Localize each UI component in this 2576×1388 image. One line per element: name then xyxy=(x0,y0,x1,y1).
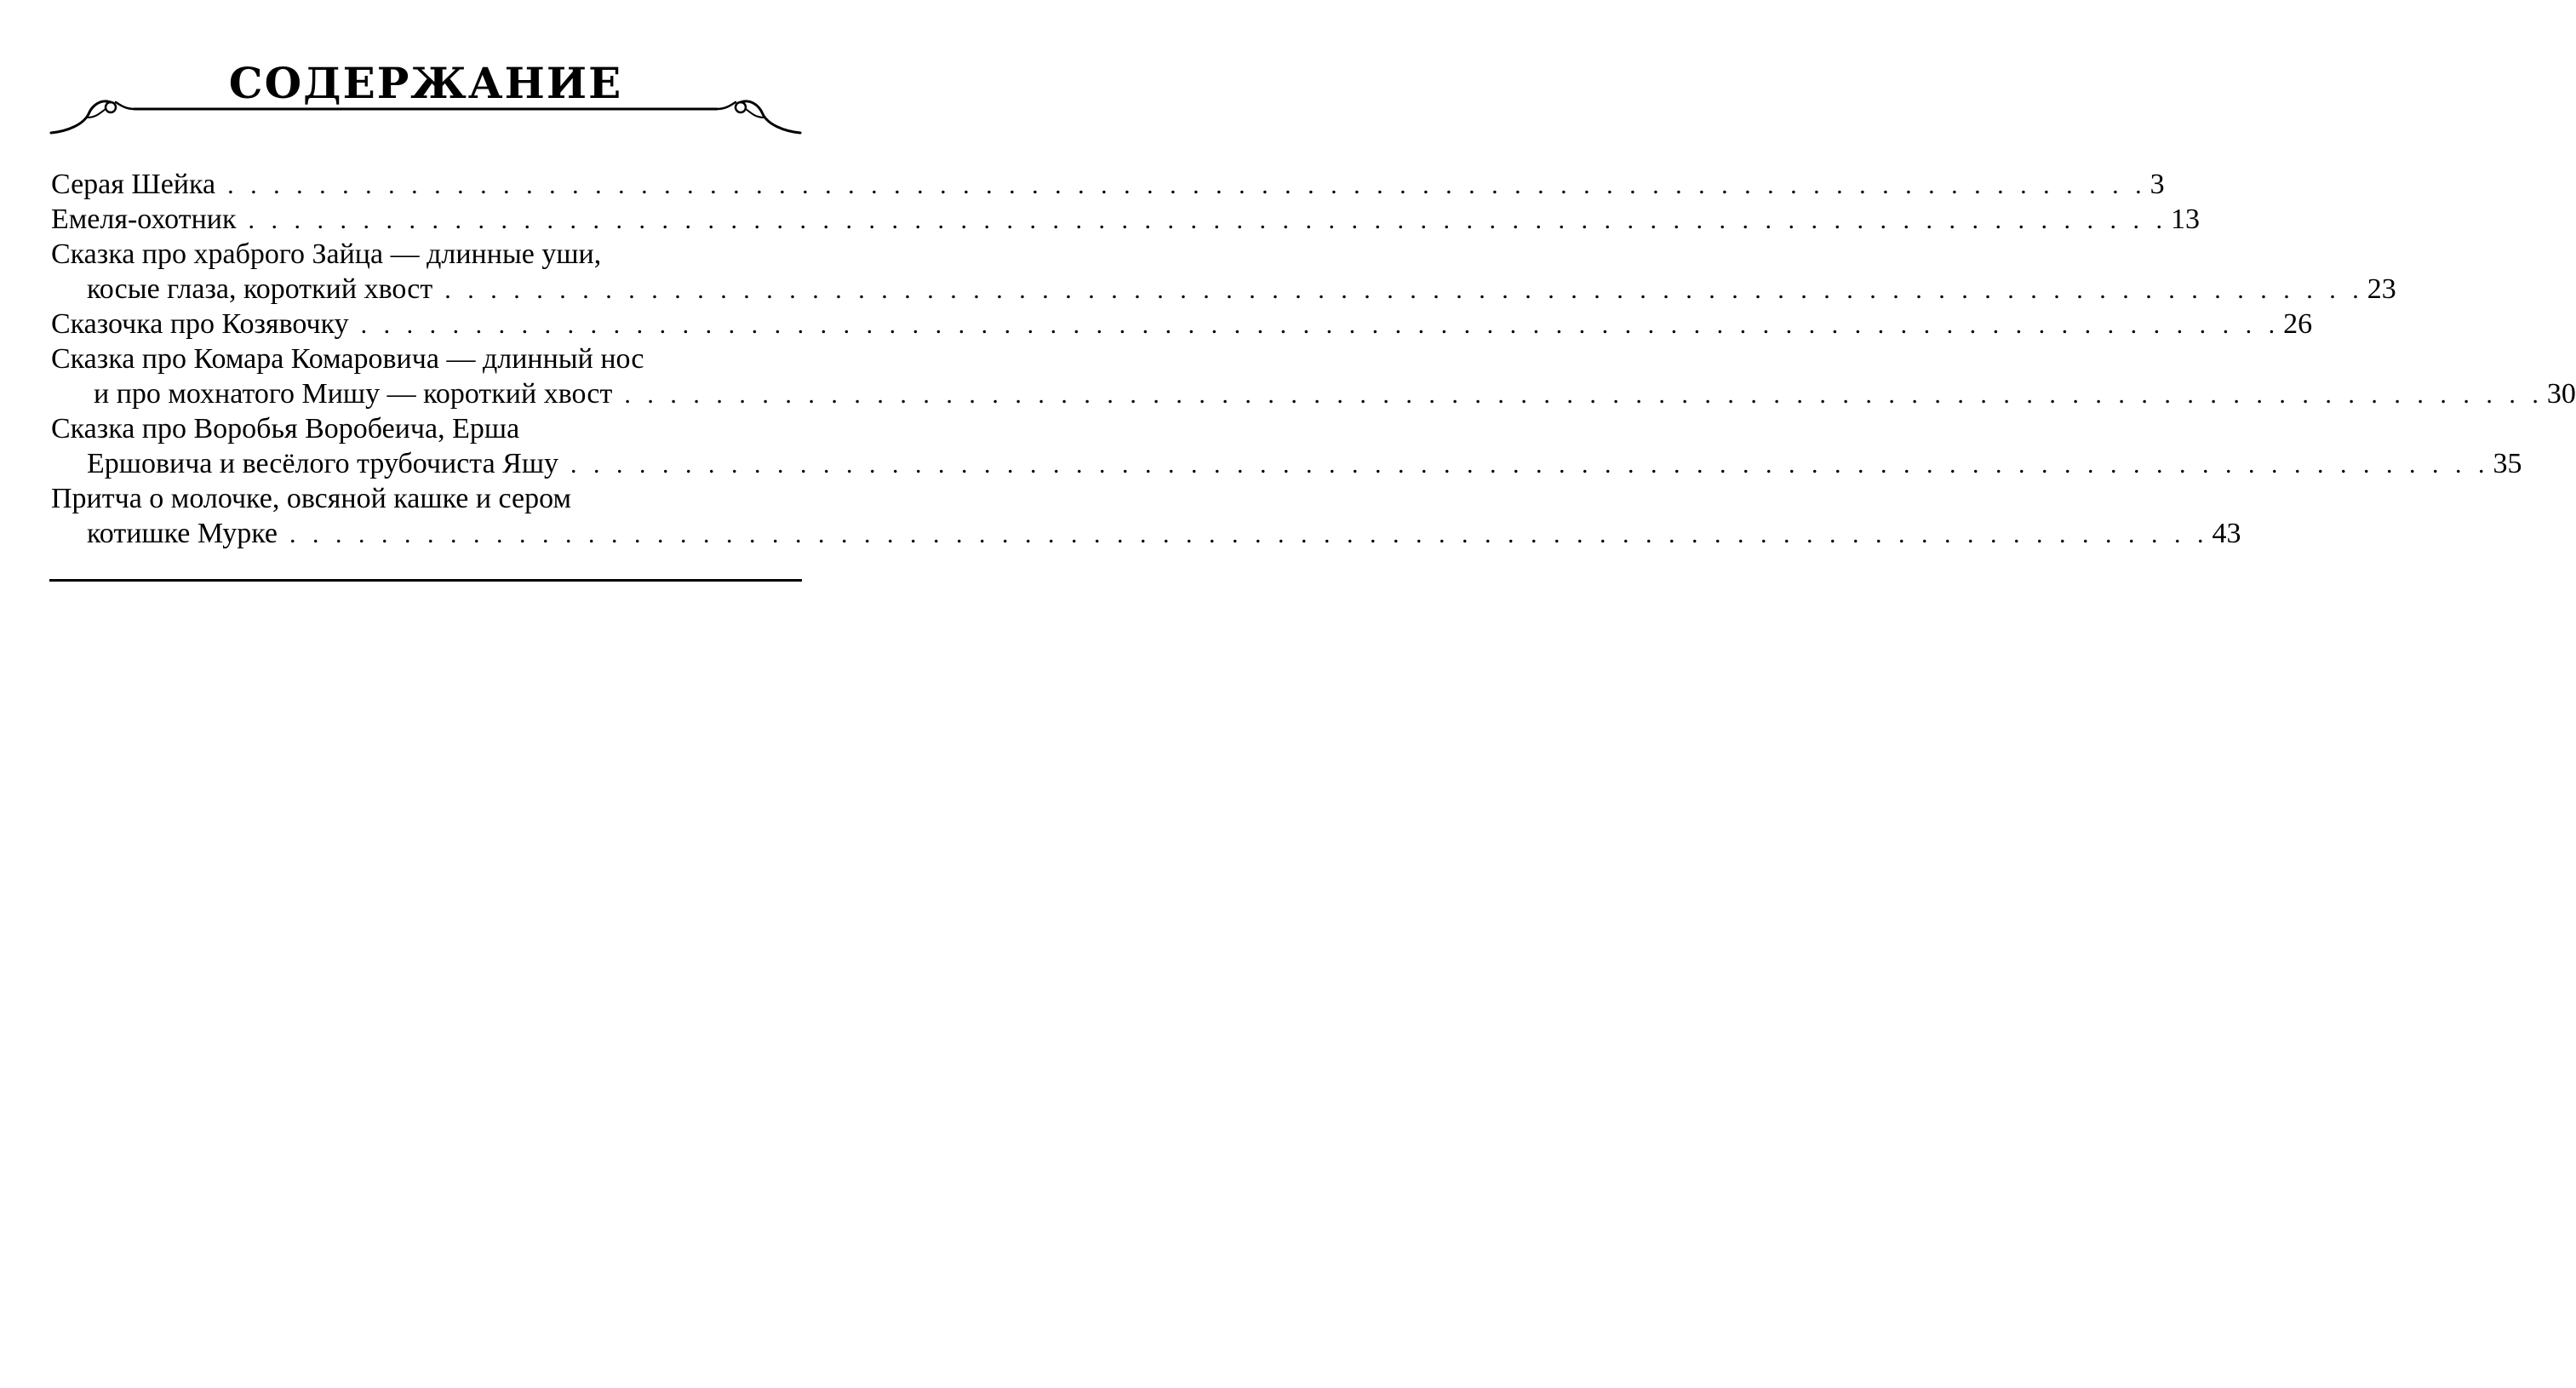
toc-entry[interactable] xyxy=(51,307,2313,341)
toc-page-number: 43 xyxy=(2212,518,2241,549)
toc-entry-title: Емеля-охотник xyxy=(51,204,237,235)
toc-entry-title-continuation: и про мохнатого Мишу — короткий хвост xyxy=(94,378,613,410)
toc-entry[interactable] xyxy=(51,341,2576,411)
toc-page-number: 30 xyxy=(2546,378,2576,410)
toc-entry[interactable] xyxy=(51,481,2241,551)
table-of-contents xyxy=(51,167,2576,551)
toc-entry-title: Притча о молочке, овсяной кашке и сером xyxy=(51,483,571,514)
toc-entry-title-continuation: Ершовича и весёлого трубочиста Яшу xyxy=(87,448,559,479)
bottom-divider xyxy=(49,579,802,582)
toc-entry-title: Сказка про храброго Зайца — длинные уши, xyxy=(51,238,602,270)
toc-page-number: 35 xyxy=(2493,448,2522,479)
dot-leader: . . . . . . . . . . . . . . . . . . . . . . . . . . . . . . . . . . . . . . . . . . . . . . . . . . . . . . . . . . . . . . . . . . . . . . . . . . . . . . . . . . . . xyxy=(227,171,2147,199)
flourish-divider xyxy=(49,95,802,143)
dot-leader: . . . . . . . . . . . . . . . . . . . . . . . . . . . . . . . . . . . . . . . . . . . . . . . . . . . . . . . . . . . . . . . . . . . . . . . . . . . . . . . . . . . . xyxy=(444,276,2364,304)
toc-entry-title-continuation: котишке Мурке xyxy=(87,518,278,549)
toc-entry-title: Сказка про Комара Комаровича — длинный нос xyxy=(51,343,644,375)
toc-entry[interactable] xyxy=(51,202,2200,237)
toc-entry-title: Серая Шейка xyxy=(51,169,216,200)
toc-page-number: 26 xyxy=(2283,308,2313,340)
toc-entry[interactable] xyxy=(51,411,2522,481)
toc-entry[interactable] xyxy=(51,167,2165,202)
dot-leader: . . . . . . . . . . . . . . . . . . . . . . . . . . . . . . . . . . . . . . . . . . . . . . . . . . . . . . . . . . . . . . . . . . . . . . . . . . . . . . . . . . . . xyxy=(289,520,2209,548)
toc-page-number: 23 xyxy=(2367,273,2396,305)
dot-leader: . . . . . . . . . . . . . . . . . . . . . . . . . . . . . . . . . . . . . . . . . . . . . . . . . . . . . . . . . . . . . . . . . . . . . . . . . . . . . . . . . . . . xyxy=(360,311,2281,339)
toc-entry-title: Сказка про Воробья Воробеича, Ерша xyxy=(51,413,520,445)
dot-leader: . . . . . . . . . . . . . . . . . . . . . . . . . . . . . . . . . . . . . . . . . . . . . . . . . . . . . . . . . . . . . . . . . . . . . . . . . . . . . . . . . . . . xyxy=(248,206,2167,234)
toc-page-number: 3 xyxy=(2150,169,2165,200)
dot-leader: . . . . . . . . . . . . . . . . . . . . . . . . . . . . . . . . . . . . . . . . . . . . . . . . . . . . . . . . . . . . . . . . . . . . . . . . . . . . . . . . . . . . xyxy=(624,381,2544,409)
toc-entry-title-continuation: косые глаза, короткий хвост xyxy=(87,273,433,305)
page-title: СОДЕРЖАНИЕ xyxy=(228,58,623,108)
toc-page-number: 13 xyxy=(2170,204,2200,235)
dot-leader: . . . . . . . . . . . . . . . . . . . . . . . . . . . . . . . . . . . . . . . . . . . . . . . . . . . . . . . . . . . . . . . . . . . . . . . . . . . . . . . . . . . . xyxy=(570,450,2490,479)
toc-entry-title: Сказочка про Козявочку xyxy=(51,308,349,340)
toc-entry[interactable] xyxy=(51,237,2396,307)
